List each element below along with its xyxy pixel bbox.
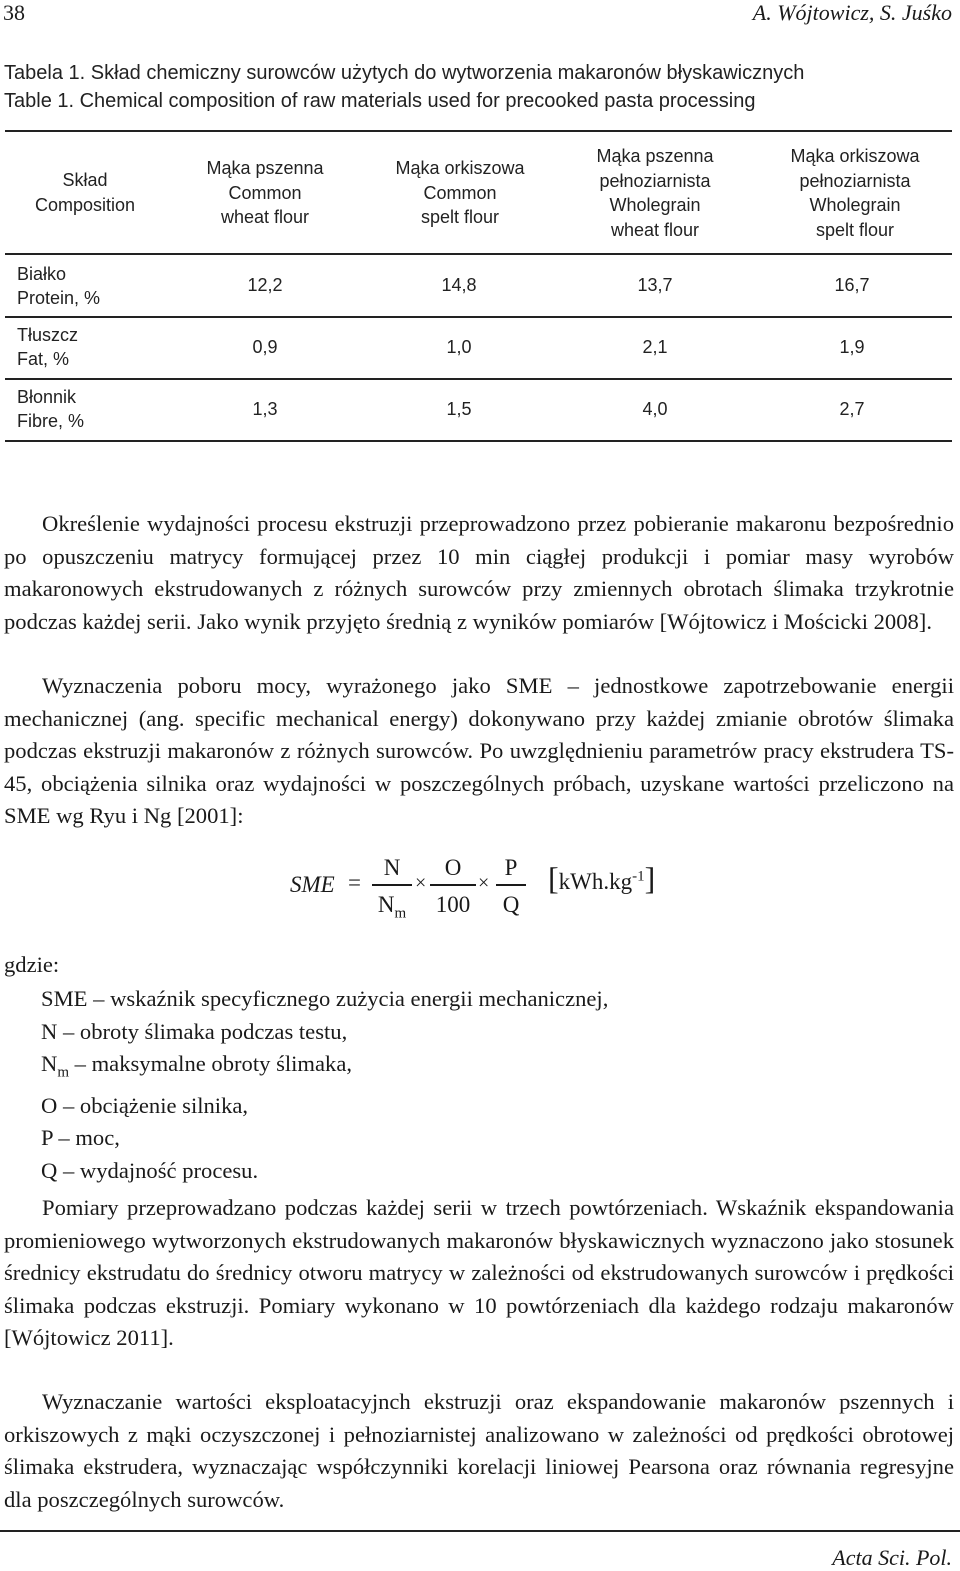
fraction-numerator: O [444,855,462,880]
times-sign: × [478,872,490,894]
formula-unit [548,860,655,897]
header-line: pełnoziarnista [599,170,711,191]
header-line: Wholegrain [609,195,701,215]
definitions-intro: gdzie: [4,952,60,977]
header-wholegrain-wheat [575,144,735,242]
fraction-denominator [372,886,412,922]
times-sign: × [415,872,427,894]
definition-text: – moc, [52,1125,120,1151]
page-header [0,0,960,30]
table-caption-en: Table 1. Chemical composition of raw materials used for precooked pasta processing [4,90,756,112]
table-cell: 2,1 [642,337,668,357]
table-row-rule [5,378,952,380]
row-label-fibre [17,385,84,433]
definition-item [41,1016,608,1049]
unit-bracket-open: [ [548,860,559,896]
paragraph-extrusion-efficiency: Określenie wydajności procesu ekstruzji przeprowadzono przez pobieranie makaronu bezpośrednio po opuszczeniu matrycy formującej przez 10 min ciągłej produkcji i pomiar masy wyrobów makaronowych ekstrudowanych z różnych surowców przy zmiennych obrotach ślimaka trzykrotnie podczas każdej serii. Jako wynik przyjęto średnią z wyników pomiarów [Wójtowicz i Mościcki 2008]. [4,511,954,634]
formula-lhs: SME [290,872,335,897]
unit-exponent: -1 [632,868,645,885]
definition-item [41,983,608,1016]
composition-table [5,130,952,442]
header-line: Common [423,182,497,203]
table-bottom-rule [5,440,952,442]
definition-text: – obciążenie silnika, [57,1092,249,1118]
definition-symbol: P [41,1125,53,1151]
table-cell: 12,2 [247,275,283,295]
row-label-line: Tłuszcz [17,325,79,345]
sme-formula [290,848,690,928]
footer-rule [0,1530,960,1532]
definitions-list [41,983,608,1188]
header-line: pełnoziarnista [799,170,911,191]
table-top-rule [5,130,952,132]
header-common-spelt [380,156,540,230]
definition-item [41,1090,608,1123]
definition-text: – wskaźnik specyficznego zużycia energii mechanicznej, [87,986,609,1011]
table-cell: 13,7 [637,275,673,295]
definition-subscript: m [57,1064,69,1081]
table-cell: 14,8 [441,275,477,295]
row-label-line: Białko [17,264,67,284]
table-cell: 4,0 [642,399,668,419]
fraction-n-over-nm [372,852,412,922]
journal-name: Acta Sci. Pol. [832,1545,952,1570]
table-header-rule [5,253,952,255]
formula-equals: = [348,870,361,895]
unit-bracket-close: ] [644,860,656,896]
header-line: Wholegrain [809,195,901,215]
header-line: Mąka pszenna [596,146,714,166]
definition-symbol: O [41,1092,58,1118]
definition-text: – maksymalne obroty ślimaka, [69,1051,352,1077]
table-cell: 16,7 [834,275,870,295]
definition-symbol: SME [41,986,88,1011]
fraction-p-over-q [496,852,526,918]
definition-symbol: Q [41,1158,58,1184]
table-cell: 1,5 [446,399,472,419]
header-line: wheat flour [220,207,310,227]
definition-symbol: N [41,1018,58,1044]
header-line: spelt flour [815,219,895,240]
page-number: 38 [3,0,25,25]
row-label-line: Fat, % [17,349,70,369]
denominator-symbol: N [377,891,395,917]
header-line: Mąka pszenna [206,158,324,178]
unit-kwh: kWh [558,869,604,894]
definition-symbol: N [41,1051,58,1077]
definition-item [41,1122,608,1155]
header-composition [5,168,165,217]
header-line: Mąka orkiszowa [395,158,525,178]
paragraph-correlation-analysis: Wyznaczanie wartości eksploatacyjnch ekstruzji oraz ekspandowanie makaronów pszennych i orkiszowych z mąki oczyszczonej i pełnoziarnistej analizowano w zależności od prędkości obrotowej ślimaka ekstrudera, wyznaczając współczynniki korelacji liniowej Pearsona oraz równania regresyjne dla poszczególnych surowców. [4,1389,954,1512]
fraction-numerator: P [504,855,518,880]
fraction-denominator: Q [502,891,520,917]
row-label-line: Protein, % [17,288,101,308]
definition-item [41,1048,608,1089]
header-line: Composition [34,194,136,215]
unit-kg: kg [609,869,633,894]
unit-dot: . [603,869,610,894]
definition-text: – wydajność procesu. [57,1158,259,1184]
table-cell: 1,0 [446,337,472,357]
table-cell: 2,7 [839,399,865,419]
row-label-protein [17,262,100,310]
fraction-denominator: 100 [435,891,471,917]
table-cell: 1,9 [839,337,865,357]
table-cell: 0,9 [252,337,278,357]
row-label-line: Fibre, % [17,411,85,431]
header-line: wheat flour [610,219,700,240]
fraction-numerator: N [383,855,401,880]
header-line: Mąka orkiszowa [790,146,920,166]
table-caption-pl: Tabela 1. Skład chemiczny surowców użytych do wytworzenia makaronów błyskawicznych [4,62,805,84]
running-authors: A. Wójtowicz, S. Juśko [752,0,952,25]
header-line: Skład [62,170,108,190]
header-line: spelt flour [420,207,500,227]
header-common-wheat [185,156,345,230]
fraction-o-over-100 [430,852,476,918]
header-wholegrain-spelt [765,144,945,242]
row-label-fat [17,323,78,371]
definition-text: – obroty ślimaka podczas testu, [57,1018,348,1044]
definition-item [41,1155,608,1188]
paragraph-expansion-index: Pomiary przeprowadzano podczas każdej serii w trzech powtórzeniach. Wskaźnik ekspandowania promieniowego wytworzonych ekstrudowanych makaronów błyskawicznych wyznaczono jako stosunek średnicy ekstrudatu do średnicy otworu matrycy w zależności od ekstrudowanych surowców i prędkości ślimaka podczas ekstruzji. Pomiary wykonano w 10 powtórzeniach dla każdego rodzaju makaronów [Wójtowicz 2011]. [4,1195,954,1350]
row-label-line: Błonnik [17,387,77,407]
table-cell: 1,3 [252,399,278,419]
denominator-subscript: m [394,905,407,922]
header-line: Common [228,182,302,203]
table-row-rule [5,316,952,318]
paragraph-sme-determination: Wyznaczenia poboru mocy, wyrażonego jako SME – jednostkowe zapotrzebowanie energii mechanicznej (ang. specific mechanical energy) dokonywano przy każdej zmianie obrotów ślimaka podczas ekstruzji makaronów z różnych surowców. Po uwzględnieniu parametrów pracy ekstrudera TS-45, obciążenia silnika oraz wydajności w poszczególnych próbach, uzyskane wartości przeliczono na SME wg Ryu i Ng [2001]: [4,673,954,828]
